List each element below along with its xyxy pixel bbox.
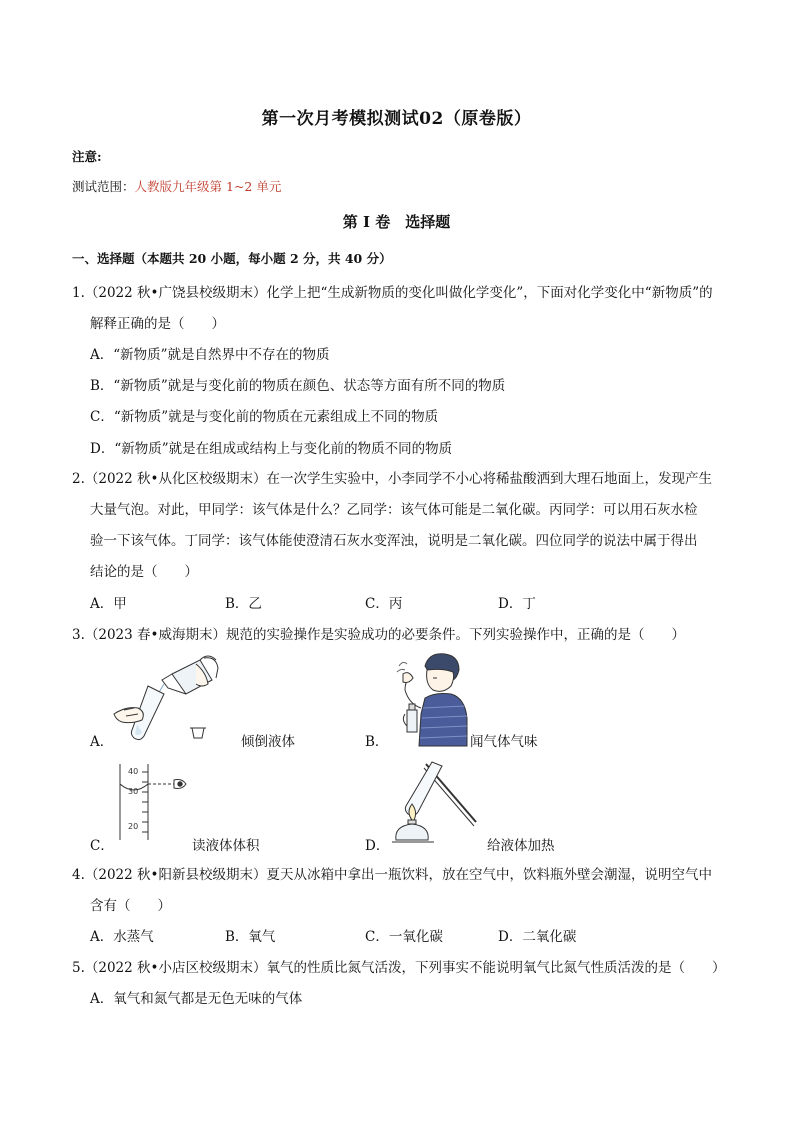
- note-label: 注意:: [72, 149, 102, 164]
- range-label: 测试范围：: [72, 179, 135, 194]
- q3-option-a-caption: 倾倒液体: [241, 734, 295, 750]
- q3-option-a-letter[interactable]: A．: [90, 734, 114, 750]
- q4-option-d[interactable]: D．二氧化碳: [498, 929, 577, 945]
- q3-option-c-letter[interactable]: C．: [90, 838, 114, 854]
- q3-option-d-letter[interactable]: D．: [365, 838, 390, 854]
- q1-option-b[interactable]: B．“新物质”就是与变化前的物质在颜色、状态等方面有所不同的物质: [90, 378, 506, 394]
- q4-line-2: 含有（ ）: [90, 898, 171, 914]
- q2-line-3: 验一下该气体。丁同学：该气体能使澄清石灰水变浑浊，说明是二氧化碳。四位同学的说法中属于得出: [90, 533, 698, 549]
- smell-gas-figure: [395, 648, 470, 748]
- range-value: 人教版九年级第 1~2 单元: [134, 179, 282, 194]
- cylinder-tick-30: 30: [128, 787, 139, 796]
- q4-line-1: 4.（2022 秋•阳新县校级期末）夏天从冰箱中拿出一瓶饮料，放在空气中，饮料瓶外壁会潮湿，说明空气中: [72, 867, 712, 883]
- q2-option-a[interactable]: A．甲: [90, 596, 127, 612]
- q3-option-b-letter[interactable]: B．: [365, 734, 389, 750]
- q2-line-4: 结论的是（ ）: [90, 564, 198, 580]
- q3-option-d-caption: 给液体加热: [487, 838, 555, 854]
- read-volume-figure: [112, 762, 194, 844]
- q2-line-2: 大量气泡。对此，甲同学：该气体是什么？乙同学：该气体可能是二氧化碳。丙同学：可以用石灰水检: [90, 502, 698, 518]
- q4-option-b[interactable]: B．氧气: [225, 929, 276, 945]
- q1-option-d[interactable]: D．“新物质”就是在组成或结构上与变化前的物质不同的物质: [90, 441, 453, 457]
- test-range: [72, 177, 281, 195]
- q2-option-d[interactable]: D．丁: [498, 596, 536, 612]
- q2-option-c[interactable]: C．丙: [365, 596, 403, 612]
- q1-line-1: 1.（2022 秋•广饶县校级期末）化学上把“生成新物质的变化叫做化学变化”，下面对化学变化中“新物质”的: [72, 285, 713, 301]
- q2-option-b[interactable]: B．乙: [225, 596, 262, 612]
- heat-liquid-figure: [390, 760, 480, 846]
- q3-line-1: 3.（2023 春•威海期末）规范的实验操作是实验成功的必要条件。下列实验操作中，正确的是（ ）: [72, 627, 685, 643]
- q3-option-b-caption: 闻气体气味: [470, 734, 538, 750]
- q1-option-a[interactable]: A．“新物质”就是自然界中不存在的物质: [90, 347, 330, 363]
- volume-title: 第 I 卷 选择题: [342, 213, 451, 231]
- q1-option-c[interactable]: C．“新物质”就是与变化前的物质在元素组成上不同的物质: [90, 409, 439, 425]
- q3-option-c-caption: 读液体体积: [192, 838, 260, 854]
- q4-option-a[interactable]: A．水蒸气: [90, 929, 154, 945]
- page-title: 第一次月考模拟测试02（原卷版）: [261, 109, 532, 129]
- q2-line-1: 2.（2022 秋•从化区校级期末）在一次学生实验中，小李同学不小心将稀盐酸洒到大理石地面上，发现产生: [72, 471, 712, 487]
- q1-line-2: 解释正确的是（ ）: [90, 316, 225, 332]
- q5-option-a[interactable]: A．氧气和氮气都是无色无味的气体: [90, 991, 303, 1007]
- pour-liquid-figure: [112, 654, 222, 746]
- q5-line-1: 5.（2022 秋•小店区校级期末）氧气的性质比氮气活泼，下列事实不能说明氧气比氮气性质活泼的是（ ）: [72, 960, 726, 976]
- cylinder-tick-20: 20: [128, 822, 139, 831]
- cylinder-tick-40: 40: [128, 767, 139, 776]
- q4-option-c[interactable]: C．一氧化碳: [365, 929, 443, 945]
- section-heading: 一、选择题（本题共 20 小题，每小题 2 分，共 40 分）: [72, 251, 392, 266]
